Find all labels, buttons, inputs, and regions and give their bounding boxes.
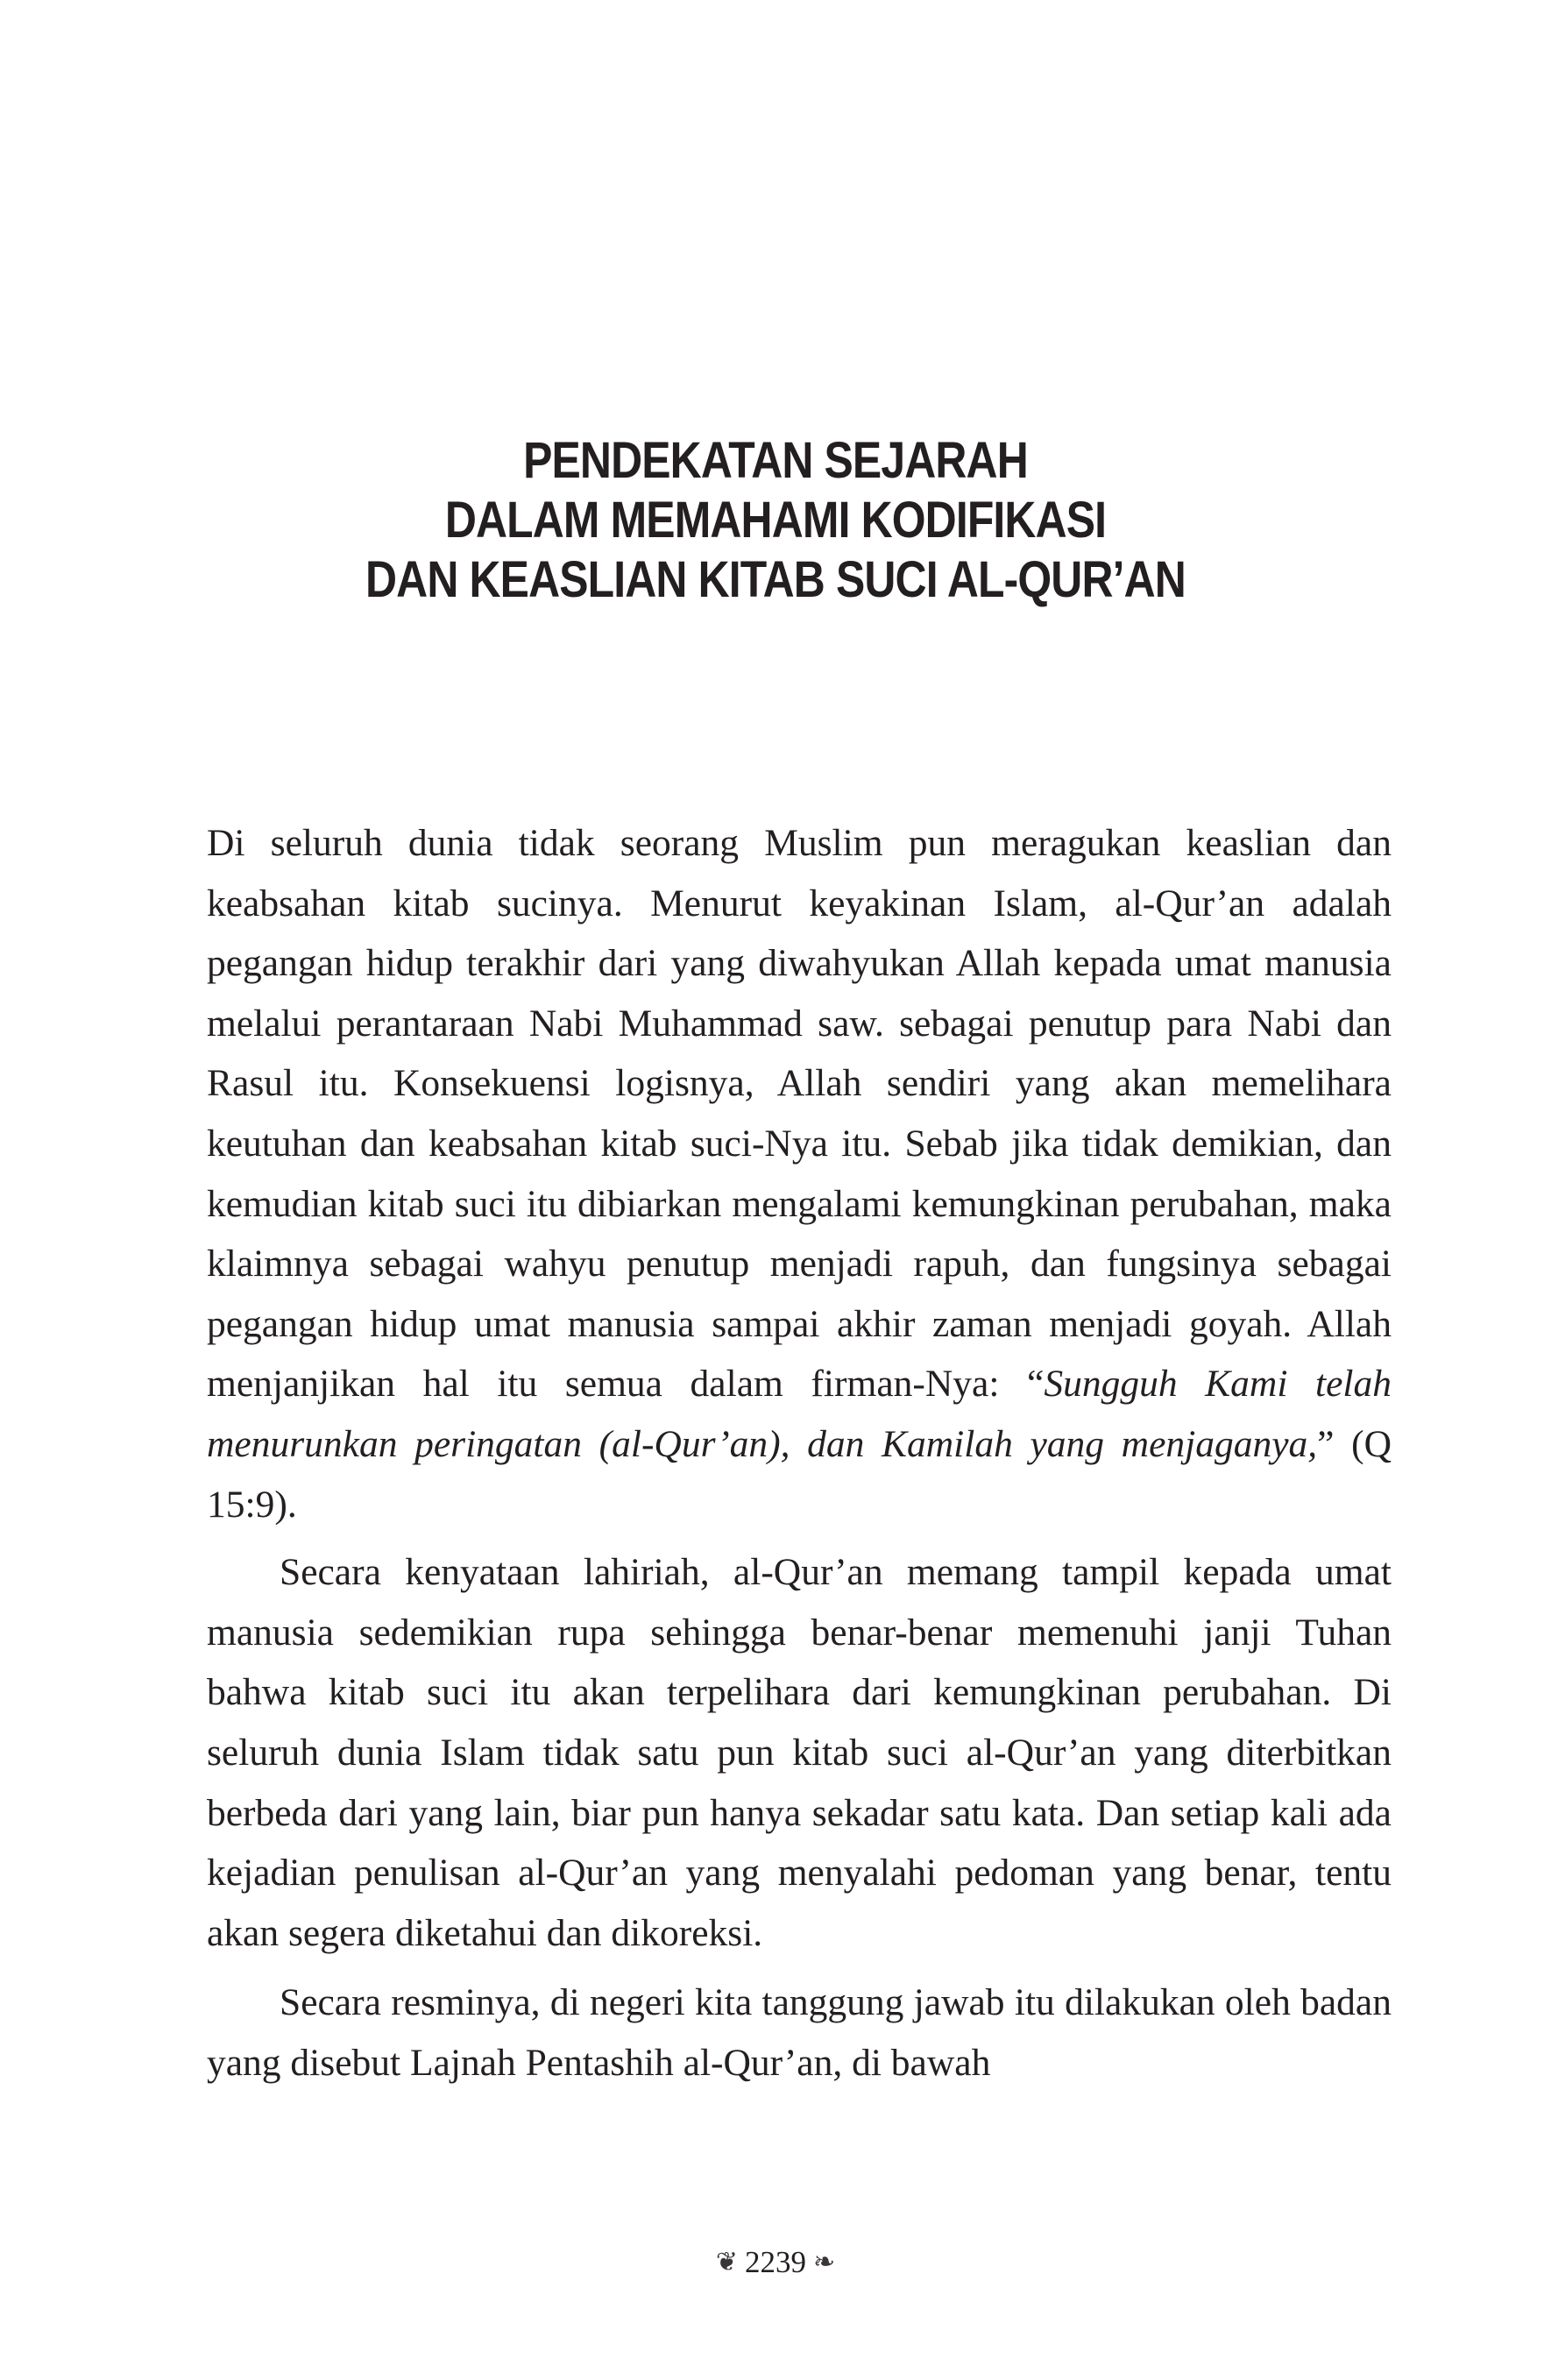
- title-line-1: PENDEKATAN SEJARAH: [523, 432, 1028, 489]
- quran-quote: Sungguh Kami telah menurunkan peringatan (al-Qur’an), dan Kamilah yang menjaganya,: [207, 1363, 1392, 1465]
- paragraph-2: Secara kenyataan lahiriah, al-Qur’an memang tampil kepada umat manusia sedemikian rupa sehingga benar-benar memenuhi janji Tuhan bahwa kitab suci itu akan terpelihara dari kemungkinan perubahan. Di seluruh dunia Islam tidak satu pun kitab suci al-Qur’an yang diterbitkan berbeda dari yang lain, biar pun hanya sekadar satu kata. Dan setiap kali ada kejadian penulisan al-Qur’an yang menyalahi pedoman yang benar, tentu akan segera diketahui dan dikoreksi.: [207, 1551, 1392, 1954]
- page-footer: [0, 2243, 1551, 2282]
- paragraph-1: [207, 813, 1392, 1534]
- paragraph-3: Secara resminya, di negeri kita tanggung jawab itu dilakukan oleh badan yang disebut Lajnah Pentashih al-Qur’an, di bawah: [207, 1981, 1392, 2084]
- ornament-left-icon: ❦: [715, 2248, 738, 2277]
- quote-citation: ” (Q 15:9).: [207, 1422, 1392, 1526]
- title-line-3: DAN KEASLIAN KITAB SUCI AL-QUR’AN: [365, 551, 1186, 608]
- paragraph-1-text: Di seluruh dunia tidak seorang Muslim pun meragukan keaslian dan keabsahan kitab sucinya. Menurut keyakinan Islam, al-Qur’an adalah pegangan hidup terakhir dari yang diwahyukan Allah kepada umat manusia melalui perantaraan Nabi Muhammad saw. sebagai penutup para Nabi dan Rasul itu. Konsekuensi logisnya, Allah sendiri yang akan memelihara keutuhan dan keabsahan kitab suci-Nya itu. Sebab jika tidak demikian, dan kemudian kitab suci itu dibiarkan mengalami kemungkinan perubahan, maka klaimnya sebagai wahyu penutup menjadi rapuh, dan fungsinya sebagai pegangan hidup umat manusia sampai akhir zaman menjadi goyah. Allah menjanjikan hal itu semua dalam firman-Nya: “: [207, 822, 1392, 1406]
- page-number: 2239: [745, 2245, 806, 2279]
- ornament-right-icon: ❧: [813, 2248, 836, 2277]
- title-line-2: DALAM MEMAHAMI KODIFIKASI: [444, 492, 1107, 549]
- body-text: [207, 813, 1392, 2093]
- chapter-title: [0, 431, 1551, 610]
